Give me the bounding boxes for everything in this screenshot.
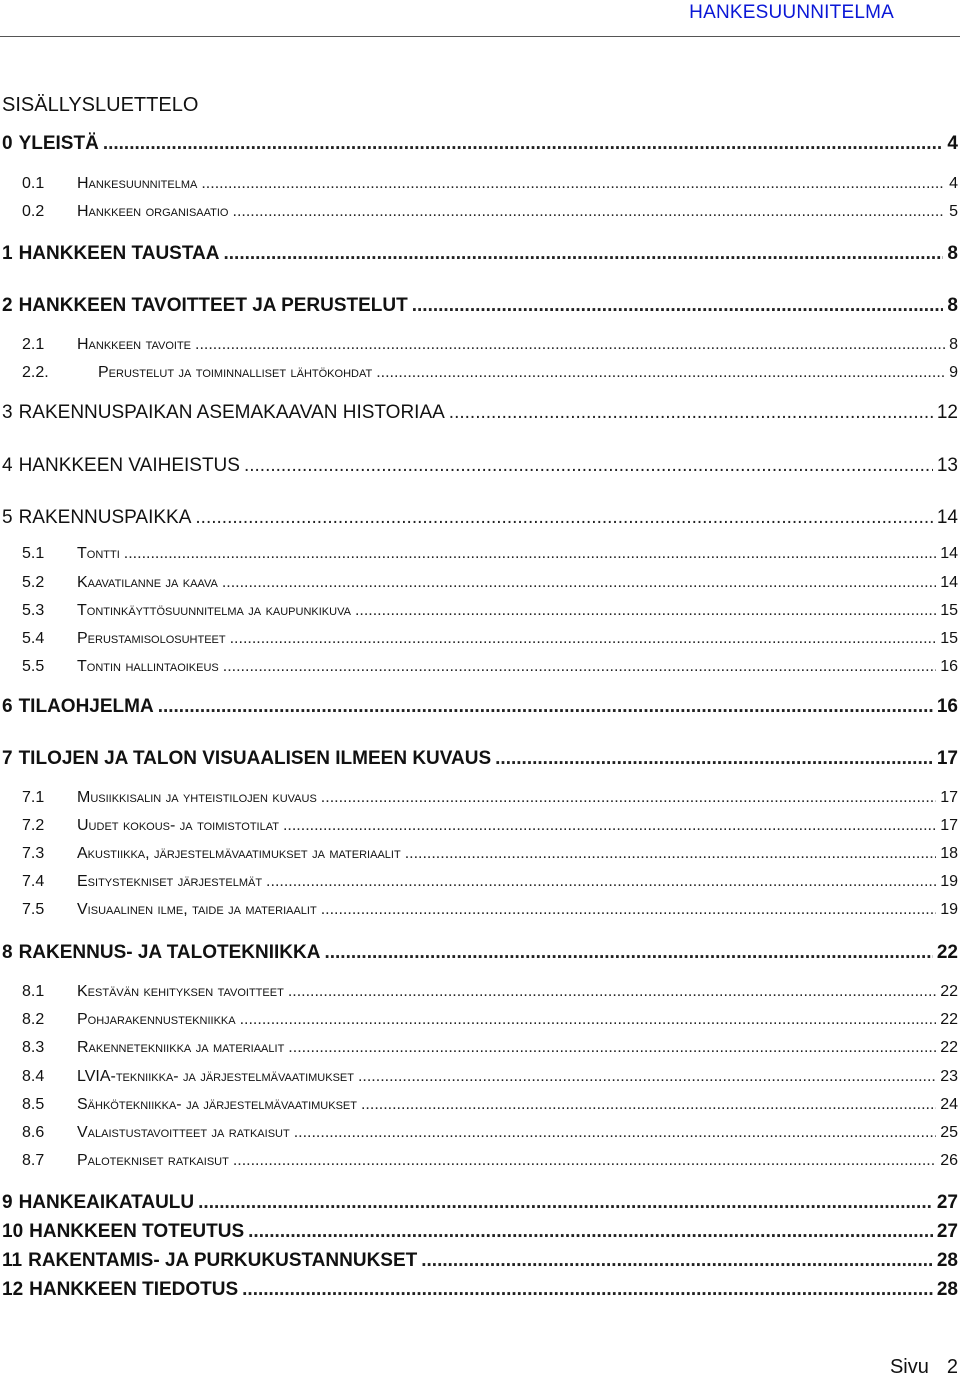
toc-entry[interactable] bbox=[0, 658, 960, 682]
toc-dot-leader bbox=[244, 455, 933, 477]
toc-dot-leader bbox=[412, 295, 944, 317]
toc-entry-page: 14 bbox=[936, 507, 958, 528]
toc-entry-title: TILOJEN JA TALON VISUAALISEN ILMEEN KUVAUS bbox=[18, 748, 492, 769]
toc-dot-leader bbox=[103, 133, 944, 155]
toc-dot-leader bbox=[240, 1011, 937, 1029]
page-label: Sivu bbox=[889, 1356, 929, 1378]
toc-dot-leader bbox=[233, 1152, 936, 1170]
toc-entry-page: 8 bbox=[949, 336, 958, 353]
toc-entry-title: Kaavatilanne ja kaava bbox=[77, 574, 218, 591]
toc-entry-number: 5.1 bbox=[22, 545, 45, 562]
toc-entry[interactable] bbox=[0, 901, 960, 925]
toc-entry-title: Sähkötekniikka- ja järjestelmävaatimukset bbox=[77, 1096, 357, 1113]
toc-entry-page: 9 bbox=[949, 364, 958, 381]
toc-entry[interactable] bbox=[0, 845, 960, 869]
toc-entry-number: 2 bbox=[2, 295, 13, 316]
toc-entry[interactable] bbox=[0, 630, 960, 654]
toc-entry-title: HANKKEEN TIEDOTUS bbox=[29, 1279, 239, 1300]
toc-dot-leader bbox=[201, 175, 945, 193]
toc-entry-title: Akustiikka, järjestelmävaatimukset ja materiaalit bbox=[77, 845, 401, 862]
toc-entry[interactable] bbox=[0, 203, 960, 227]
toc-entry-title: RAKENNUS- JA TALOTEKNIIKKA bbox=[18, 942, 321, 963]
toc-entry-page: 22 bbox=[940, 983, 958, 1000]
toc-entry-number: 5.3 bbox=[22, 602, 45, 619]
toc-dot-leader bbox=[421, 1250, 933, 1272]
toc-entry-page: 4 bbox=[949, 175, 958, 192]
toc-entry-number: 5.2 bbox=[22, 574, 45, 591]
toc-dot-leader bbox=[233, 203, 946, 221]
toc-entry[interactable] bbox=[0, 696, 960, 720]
toc-dot-leader bbox=[230, 630, 937, 648]
toc-entry-title: HANKEAIKATAULU bbox=[18, 1192, 195, 1213]
toc-entry-number: 11 bbox=[2, 1250, 23, 1271]
page-number: 2 bbox=[946, 1356, 958, 1378]
toc-entry-page: 27 bbox=[936, 1221, 958, 1242]
toc-dot-leader bbox=[195, 336, 945, 354]
toc-entry-page: 12 bbox=[936, 402, 958, 423]
toc-entry-number: 7.3 bbox=[22, 845, 45, 862]
toc-dot-leader bbox=[288, 1039, 936, 1057]
toc-entry-title: Uudet kokous- ja toimistotilat bbox=[77, 817, 279, 834]
toc-entry-number: 9 bbox=[2, 1192, 13, 1213]
toc-entry-title: Esitystekniset järjestelmät bbox=[77, 873, 263, 890]
toc-entry-title: Kestävän kehityksen tavoitteet bbox=[77, 983, 284, 1000]
toc-entry-title: HANKKEEN TAUSTAA bbox=[18, 243, 220, 264]
toc-dot-leader bbox=[376, 364, 945, 382]
toc-dot-leader bbox=[361, 1096, 936, 1114]
toc-entry-page: 28 bbox=[936, 1250, 958, 1271]
toc-entry-page: 24 bbox=[940, 1096, 958, 1113]
toc-entry-title: Perustamisolosuhteet bbox=[77, 630, 226, 647]
toc-dot-leader bbox=[124, 545, 936, 563]
page-footer bbox=[890, 1356, 958, 1379]
toc-dot-leader bbox=[283, 817, 936, 835]
toc-entry[interactable] bbox=[0, 336, 960, 360]
toc-entry[interactable] bbox=[0, 507, 960, 531]
toc-entry-number: 7.1 bbox=[22, 789, 45, 806]
toc-entry-page: 22 bbox=[936, 942, 958, 963]
toc-entry-title: Visuaalinen ilme, taide ja materiaalit bbox=[77, 901, 317, 918]
toc-entry-number: 0.1 bbox=[22, 175, 45, 192]
toc-dot-leader bbox=[223, 243, 943, 265]
toc-entry-number: 8.6 bbox=[22, 1124, 45, 1141]
toc-entry-title: HANKKEEN VAIHEISTUS bbox=[18, 455, 240, 476]
toc-entry[interactable] bbox=[0, 295, 960, 319]
toc-entry[interactable] bbox=[0, 133, 960, 157]
toc-entry[interactable] bbox=[0, 455, 960, 479]
toc-entry-title: TILAOHJELMA bbox=[18, 696, 154, 717]
document-header-title: HANKESUUNNITELMA bbox=[689, 2, 894, 23]
toc-entry-title: Musiikkisalin ja yhteistilojen kuvaus bbox=[77, 789, 317, 806]
toc-entry[interactable] bbox=[0, 1152, 960, 1176]
toc-entry[interactable] bbox=[0, 574, 960, 598]
toc-entry-title: Hankkeen tavoite bbox=[77, 336, 192, 353]
toc-entry-page: 28 bbox=[936, 1279, 958, 1300]
toc-entry-number: 5.5 bbox=[22, 658, 45, 675]
toc-dot-leader bbox=[222, 574, 936, 592]
toc-entry[interactable] bbox=[0, 243, 960, 267]
toc-entry-title: YLEISTÄ bbox=[18, 133, 99, 154]
toc-dot-leader bbox=[355, 602, 936, 620]
toc-entry-page: 8 bbox=[947, 295, 958, 316]
toc-dot-leader bbox=[242, 1279, 933, 1301]
toc-entry-title: Tontin hallintaoikeus bbox=[77, 658, 219, 675]
toc-entry-title: Palotekniset ratkaisut bbox=[77, 1152, 229, 1169]
toc-entry-number: 7.2 bbox=[22, 817, 45, 834]
toc-entry-page: 15 bbox=[940, 602, 958, 619]
toc-dot-leader bbox=[449, 402, 933, 424]
toc-entry-page: 25 bbox=[940, 1124, 958, 1141]
toc-entry-page: 4 bbox=[947, 133, 958, 154]
toc-entry-number: 8.2 bbox=[22, 1011, 45, 1028]
toc-dot-leader bbox=[266, 873, 936, 891]
toc-entry[interactable] bbox=[0, 364, 960, 388]
toc-entry-page: 15 bbox=[940, 630, 958, 647]
toc-entry-page: 17 bbox=[936, 748, 958, 769]
toc-entry-title: Hankesuunnitelma bbox=[77, 175, 198, 192]
toc-entry-number: 7 bbox=[2, 748, 13, 769]
toc-entry-number: 6 bbox=[2, 696, 13, 717]
toc-entry[interactable] bbox=[0, 942, 960, 966]
toc-entry-number: 1 bbox=[2, 243, 13, 264]
toc-entry-page: 27 bbox=[936, 1192, 958, 1213]
toc-dot-leader bbox=[195, 507, 932, 529]
toc-entry-page: 14 bbox=[940, 574, 958, 591]
toc-entry-page: 17 bbox=[940, 789, 958, 806]
toc-entry-page: 14 bbox=[940, 545, 958, 562]
toc-entry-page: 19 bbox=[940, 873, 958, 890]
toc-dot-leader bbox=[223, 658, 936, 676]
toc-entry-number: 8.7 bbox=[22, 1152, 45, 1169]
toc-entry-title: Valaistustavoitteet ja ratkaisut bbox=[77, 1124, 290, 1141]
toc-entry-title: Perustelut ja toiminnalliset lähtökohdat bbox=[98, 364, 373, 381]
toc-entry-page: 18 bbox=[940, 845, 958, 862]
toc-entry-number: 0 bbox=[2, 133, 13, 154]
toc-entry-title: HANKKEEN TOTEUTUS bbox=[29, 1221, 245, 1242]
toc-entry-page: 5 bbox=[949, 203, 958, 220]
toc-entry-title: RAKENTAMIS- JA PURKUKUSTANNUKSET bbox=[28, 1250, 418, 1271]
toc-entry-page: 16 bbox=[936, 696, 958, 717]
toc-entry-number: 8.3 bbox=[22, 1039, 45, 1056]
header-divider bbox=[0, 36, 960, 37]
toc-entry-number: 5 bbox=[2, 507, 13, 528]
toc-entry-page: 19 bbox=[940, 901, 958, 918]
toc-entry[interactable] bbox=[0, 1279, 960, 1303]
toc-entry[interactable] bbox=[0, 1096, 960, 1120]
toc-entry-number: 2.2. bbox=[22, 364, 49, 381]
toc-dot-leader bbox=[288, 983, 936, 1001]
toc-entry-number: 5.4 bbox=[22, 630, 45, 647]
toc-entry-number: 8.1 bbox=[22, 983, 45, 1000]
toc-entry-page: 22 bbox=[940, 1039, 958, 1056]
toc-entry-title: RAKENNUSPAIKKA bbox=[18, 507, 192, 528]
toc-entry-title: Hankkeen organisaatio bbox=[77, 203, 229, 220]
toc-entry-title: LVIA-tekniikka- ja järjestelmävaatimukset bbox=[77, 1068, 354, 1085]
toc-entry[interactable] bbox=[0, 602, 960, 626]
toc-entry-number: 3 bbox=[2, 402, 13, 423]
toc-dot-leader bbox=[294, 1124, 937, 1142]
toc-entry[interactable] bbox=[0, 545, 960, 569]
toc-entry-title: Tontti bbox=[77, 545, 120, 562]
toc-entry-number: 7.5 bbox=[22, 901, 45, 918]
toc-entry-number: 7.4 bbox=[22, 873, 45, 890]
toc-entry-number: 8.4 bbox=[22, 1068, 45, 1085]
toc-entry-title: HANKKEEN TAVOITTEET JA PERUSTELUT bbox=[18, 295, 408, 316]
toc-entry[interactable] bbox=[0, 789, 960, 813]
toc-entry[interactable] bbox=[0, 1011, 960, 1035]
toc-entry-title: Pohjarakennustekniikka bbox=[77, 1011, 236, 1028]
toc-dot-leader bbox=[495, 748, 933, 770]
toc-entry[interactable] bbox=[0, 402, 960, 426]
toc-dot-leader bbox=[321, 789, 936, 807]
toc-entry[interactable] bbox=[0, 1124, 960, 1148]
toc-entry[interactable] bbox=[0, 983, 960, 1007]
toc-entry-number: 0.2 bbox=[22, 203, 45, 220]
toc-entry-number: 2.1 bbox=[22, 336, 45, 353]
toc-entry-number: 10 bbox=[2, 1221, 24, 1242]
toc-entry[interactable] bbox=[0, 1039, 960, 1063]
toc-dot-leader bbox=[405, 845, 937, 863]
toc-dot-leader bbox=[158, 696, 933, 718]
toc-entry-number: 12 bbox=[2, 1279, 24, 1300]
toc-entry-title: Rakennetekniikka ja materiaalit bbox=[77, 1039, 285, 1056]
toc-heading: SISÄLLYSLUETTELO bbox=[2, 94, 199, 116]
toc-dot-leader bbox=[358, 1068, 936, 1086]
toc-entry-title: Tontinkäyttösuunnitelma ja kaupunkikuva bbox=[77, 602, 351, 619]
toc-entry-page: 17 bbox=[940, 817, 958, 834]
toc-entry-number: 8.5 bbox=[22, 1096, 45, 1113]
toc-entry[interactable] bbox=[0, 1221, 960, 1245]
toc-entry[interactable] bbox=[0, 817, 960, 841]
toc-entry[interactable] bbox=[0, 1068, 960, 1092]
toc-entry-page: 13 bbox=[936, 455, 958, 476]
toc-entry[interactable] bbox=[0, 873, 960, 897]
toc-entry-page: 26 bbox=[940, 1152, 958, 1169]
toc-entry[interactable] bbox=[0, 1192, 960, 1216]
toc-entry-page: 16 bbox=[940, 658, 958, 675]
toc-entry-number: 8 bbox=[2, 942, 13, 963]
toc-dot-leader bbox=[248, 1221, 933, 1243]
toc-entry[interactable] bbox=[0, 1250, 960, 1274]
toc-entry-number: 4 bbox=[2, 455, 13, 476]
toc-entry-page: 8 bbox=[947, 243, 958, 264]
toc-entry-page: 22 bbox=[940, 1011, 958, 1028]
toc-dot-leader bbox=[198, 1192, 933, 1214]
toc-dot-leader bbox=[324, 942, 932, 964]
toc-entry[interactable] bbox=[0, 175, 960, 199]
toc-entry-title: RAKENNUSPAIKAN ASEMAKAAVAN HISTORIAA bbox=[18, 402, 445, 423]
toc-entry[interactable] bbox=[0, 748, 960, 772]
toc-entry-page: 23 bbox=[940, 1068, 958, 1085]
toc-dot-leader bbox=[321, 901, 937, 919]
